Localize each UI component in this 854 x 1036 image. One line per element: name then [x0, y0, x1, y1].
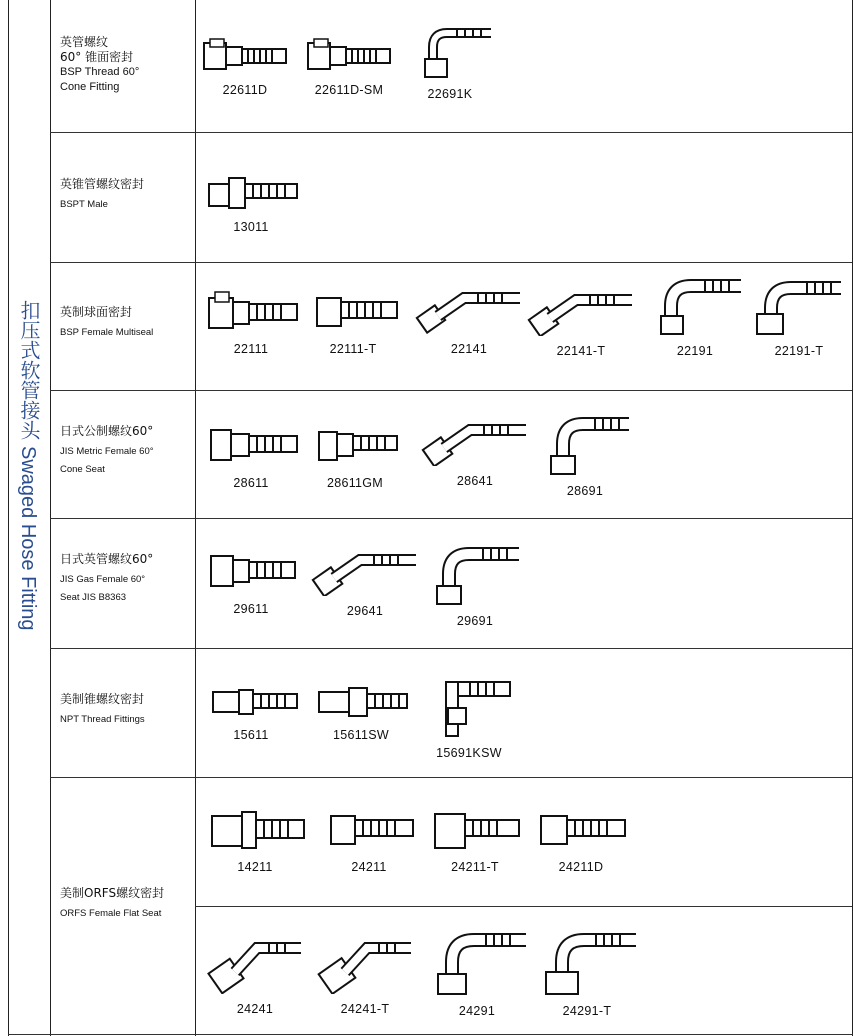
frame-bottom [8, 1034, 853, 1035]
part-code: 22141 [450, 342, 488, 356]
row-label: 英制球面密封 BSP Female Multiseal [60, 305, 154, 338]
straight-fitting-icon [201, 550, 301, 594]
fitting-elbow-45 [310, 934, 420, 1016]
elbow-45-fitting-icon [205, 934, 305, 994]
fitting-straight [196, 550, 306, 616]
part-code: 15611 [233, 728, 269, 742]
sub-row-divider [195, 906, 852, 907]
fitting-elbow-45 [200, 934, 310, 1016]
part-code: 28641 [456, 474, 494, 488]
elbow-90-fitting-icon [532, 926, 642, 996]
straight-fitting-icon [319, 808, 419, 852]
fitting-straight [196, 424, 306, 490]
straight-fitting-icon [304, 35, 394, 75]
frame-left [8, 0, 9, 1036]
part-code: 29641 [346, 604, 384, 618]
fitting-straight [420, 808, 530, 874]
fitting-elbow-45 [420, 416, 530, 488]
fitting-elbow-90 [640, 272, 750, 358]
part-code: 28611GM [326, 476, 384, 490]
fitting-straight [298, 290, 408, 356]
part-code: 28611 [233, 476, 269, 490]
row-divider [50, 132, 852, 133]
row-divider [50, 262, 852, 263]
part-code: 13011 [233, 220, 269, 234]
part-code: 22141-T [556, 344, 606, 358]
elbow-90-fitting-icon [422, 926, 532, 996]
elbow-45-fitting-icon [420, 416, 530, 466]
part-code: 24291 [458, 1004, 496, 1018]
part-code: 29691 [456, 614, 494, 628]
row-divider [50, 777, 852, 778]
fitting-straight [306, 684, 416, 742]
elbow-45-fitting-icon [310, 546, 420, 596]
straight-fitting-icon [201, 684, 301, 720]
part-code: 15611SW [332, 728, 390, 742]
elbow-45-fitting-icon [315, 934, 415, 994]
part-code: 22191 [676, 344, 714, 358]
row-label: 日式英管螺纹60° JIS Gas Female 60° Seat JIS B8363 [60, 552, 154, 603]
fitting-elbow-90 [414, 674, 524, 760]
part-code: 24241-T [340, 1002, 390, 1016]
fitting-elbow-90 [422, 926, 532, 1018]
fitting-straight [526, 808, 636, 874]
fitting-elbow-90 [395, 25, 505, 101]
row-divider [50, 390, 852, 391]
fitting-straight [190, 35, 300, 97]
fitting-elbow-45 [526, 286, 636, 358]
elbow-45-fitting-icon [526, 286, 636, 336]
straight-fitting-icon [200, 35, 290, 75]
part-code: 22611D [222, 83, 268, 97]
elbow-90-fitting-icon [405, 25, 495, 79]
side-title [13, 300, 43, 631]
straight-fitting-icon [200, 808, 310, 852]
fitting-straight [294, 35, 404, 97]
part-code: 24211-T [451, 860, 499, 874]
fitting-elbow-90 [744, 274, 854, 358]
part-code: 24211D [558, 860, 604, 874]
fitting-elbow-90 [532, 926, 642, 1018]
elbow-90-fitting-icon [645, 272, 745, 336]
straight-fitting-icon [531, 808, 631, 852]
part-code: 28691 [566, 484, 604, 498]
fitting-straight [196, 172, 306, 234]
row-label: 英管螺纹 60° 锥面密封 BSP Thread 60° Cone Fitting [60, 35, 140, 93]
elbow-45-fitting-icon [414, 284, 524, 334]
part-code: 22691K [427, 87, 473, 101]
elbow-90-fitting-icon [425, 540, 525, 606]
row-divider [50, 648, 852, 649]
straight-fitting-icon [201, 290, 301, 334]
fitting-elbow-45 [414, 284, 524, 356]
part-code: 22611D-SM [314, 83, 384, 97]
elbow-90-fitting-icon [535, 410, 635, 476]
row-label: 英锥管螺纹密封 BSPT Male [60, 177, 145, 210]
row-label: 日式公制螺纹60° JIS Metric Female 60° Cone Seat [60, 424, 154, 475]
fitting-straight [196, 684, 306, 742]
part-code: 24291-T [562, 1004, 612, 1018]
straight-fitting-icon [201, 172, 301, 212]
straight-fitting-icon [425, 808, 525, 852]
row-label: 美制ORFS螺纹密封 ORFS Female Flat Seat [60, 886, 165, 919]
fitting-straight [196, 290, 306, 356]
straight-fitting-icon [311, 684, 411, 720]
straight-fitting-icon [201, 424, 301, 468]
row-divider [50, 518, 852, 519]
part-code: 24211 [351, 860, 387, 874]
fitting-straight [300, 424, 410, 490]
fitting-elbow-90 [530, 410, 640, 498]
elbow-90-fitting-icon [424, 674, 514, 738]
straight-fitting-icon [305, 424, 405, 468]
part-code: 22191-T [774, 344, 824, 358]
fitting-elbow-90 [420, 540, 530, 628]
fitting-elbow-45 [310, 546, 420, 618]
part-code: 14211 [237, 860, 273, 874]
frame-right [852, 0, 853, 1036]
fitting-straight [314, 808, 424, 874]
side-title-en: Swaged Hose Fitting [17, 446, 39, 631]
fitting-straight [200, 808, 310, 874]
part-code: 24241 [236, 1002, 274, 1016]
straight-fitting-icon [303, 290, 403, 334]
part-code: 22111-T [329, 342, 377, 356]
part-code: 15691KSW [436, 746, 502, 760]
elbow-90-fitting-icon [749, 274, 849, 336]
row-label: 美制锥螺纹密封 NPT Thread Fittings [60, 692, 145, 725]
part-code: 22111 [233, 342, 269, 356]
side-title-cn: 扣压式软管接头 [17, 300, 39, 440]
part-code: 29611 [233, 602, 269, 616]
